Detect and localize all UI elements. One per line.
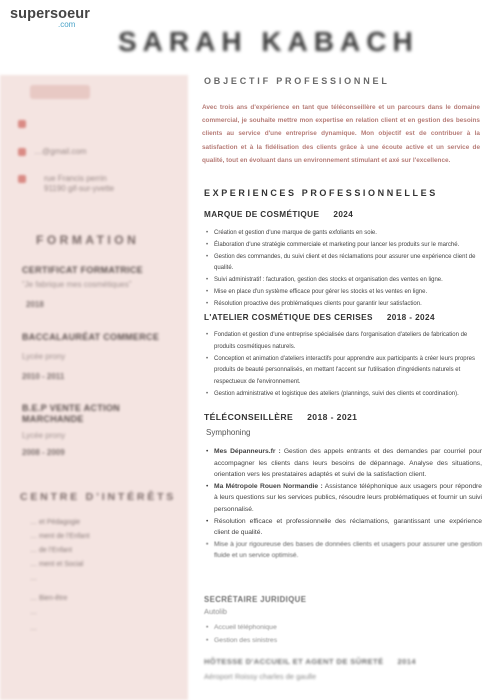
job-bullets <box>206 330 482 401</box>
job-company: Autolib <box>204 607 227 616</box>
formation-title: B.E.P VENTE ACTION MARCHANDE <box>22 403 120 424</box>
formation-school: Lycée prony <box>22 431 66 440</box>
formation-title: CERTIFICAT FORMATRICE <box>22 265 143 275</box>
formation-year: 2008 - 2009 <box>22 448 65 457</box>
job-bullets <box>206 622 406 647</box>
interest-item: … ment de l’Enfant <box>30 533 90 540</box>
interest-item: … de l’Enfant <box>30 547 73 554</box>
interest-item: … ment et Social <box>30 561 84 568</box>
interest-item: … Bien-être <box>30 595 68 602</box>
formation-year: 2018 <box>26 300 44 309</box>
list-item: • Conception et animation d'ateliers interactifs pour apprendre aux participants à créer leurs propres produits de beauté personnalisés, en mettant l'accent sur l'utilisation d'ingrédients naturels et respectueux de l'environnement. <box>206 354 482 389</box>
formation-year: 2010 - 2011 <box>22 372 65 381</box>
interest-item: … <box>30 625 37 632</box>
list-item: • Mes Dépanneurs.fr : Gestion des appels entrants et des demandes par courriel pour accompagner les clients dans leurs besoins de dépannage. Analyse des situations, orientation vers les prestataires adaptés et suivi de la satisfaction client. <box>206 446 482 481</box>
list-item: • Gestion des commandes, du suivi client et des réclamations pour assurer une expérience client de qualité. <box>206 252 482 276</box>
email-icon <box>18 148 26 156</box>
list-item: • Mise à jour rigoureuse des bases de données clients et usagers pour assurer une gestion fluide et un service optimisé. <box>206 539 482 562</box>
contact-email: …@gmail.com <box>18 147 87 156</box>
formation-heading: FORMATION <box>36 233 140 247</box>
cv-sidebar <box>0 75 188 700</box>
list-item: • Création et gestion d'une marque de gants exfoliants en soie. <box>206 228 482 240</box>
job-company: Aéroport Roissy charles de gaulle <box>204 672 317 681</box>
objective-text: Avec trois ans d'expérience en tant que téléconseillère et un parcours dans le domaine commercial, je souhaite mettre mon expertise en relation client et en gestion des besoins clients au service d'une entreprise dynamique. Mon objectif est de contribuer à la satisfaction et à la fidélisation des clients grâce à une écoute active et un service de qualité, tout en évoluant dans un environnement stimulant et axé sur l'excellence. <box>202 104 480 164</box>
list-item: • Élaboration d'une stratégie commerciale et marketing pour lancer les produits sur le marché. <box>206 240 482 252</box>
site-logo[interactable] <box>6 4 98 30</box>
contact-address: rue Francis perrin 91190 gif-sur-yvette <box>18 174 114 194</box>
interest-item: … <box>30 609 37 616</box>
sidebar-photo-placeholder <box>30 85 90 99</box>
list-item: • Résolution proactive des problématiques clients pour garantir leur satisfaction. <box>206 299 482 311</box>
cv-name: SARAH KABACH <box>118 26 419 57</box>
list-item: • Mise en place d'un système efficace pour gérer les stocks et les ventes en ligne. <box>206 287 482 299</box>
list-item: • Résolution efficace et professionnelle des réclamations, garantissant une expérience client de qualité. <box>206 516 482 539</box>
contact-phone <box>18 119 34 128</box>
logo-brand: supersoeur <box>10 6 90 22</box>
list-item: • Gestion des sinistres <box>206 635 406 648</box>
interests-heading: CENTRE D’INTÉRÊTS <box>20 491 177 503</box>
job-company: Symphoning <box>206 428 251 437</box>
formation-school: Lycée prony <box>22 352 66 361</box>
interest-item: … et Pédagogie <box>30 519 81 526</box>
list-item: • Gestion administrative et logistique des ateliers (plannings, suivi des clients et coordination). <box>206 389 482 401</box>
job-bullets <box>206 446 482 562</box>
list-item: • Fondation et gestion d'une entreprise spécialisée dans l'organisation d'ateliers de fabrication de produits cosmétiques naturels. <box>206 330 482 354</box>
job-bullets <box>206 228 482 311</box>
job-title: SECRÉTAIRE JURIDIQUE <box>204 595 307 604</box>
job-title: HÔTESSE D'ACCUEIL ET AGENT DE SÛRETÉ 2014 <box>204 657 416 666</box>
list-item: • Accueil téléphonique <box>206 622 406 635</box>
location-icon <box>18 175 26 183</box>
logo-domain: .com <box>58 20 76 29</box>
list-item: • Suivi administratif : facturation, gestion des stocks et organisation des ventes en ligne. <box>206 275 482 287</box>
list-item: • Ma Métropole Rouen Normandie : Assistance téléphonique aux usagers pour répondre à leurs questions sur les services publics, résoudre leurs problématiques et fournir un suivi personnalisé. <box>206 481 482 516</box>
objective-heading: OBJECTIF PROFESSIONNEL <box>204 76 390 86</box>
phone-icon <box>18 120 26 128</box>
job-title: TÉLÉCONSEILLÈRE 2018 - 2021 <box>204 412 358 422</box>
job-title: L'ATELIER COSMÉTIQUE DES CERISES 2018 - 2024 <box>204 313 435 322</box>
formation-school: “Je fabrique mes cosmétiques” <box>22 280 132 289</box>
interest-item: … <box>30 575 37 582</box>
experience-heading: EXPERIENCES PROFESSIONNELLES <box>204 188 438 198</box>
job-title: MARQUE DE COSMÉTIQUE 2024 <box>204 210 354 219</box>
formation-title: BACCALAURÉAT COMMERCE <box>22 332 160 342</box>
